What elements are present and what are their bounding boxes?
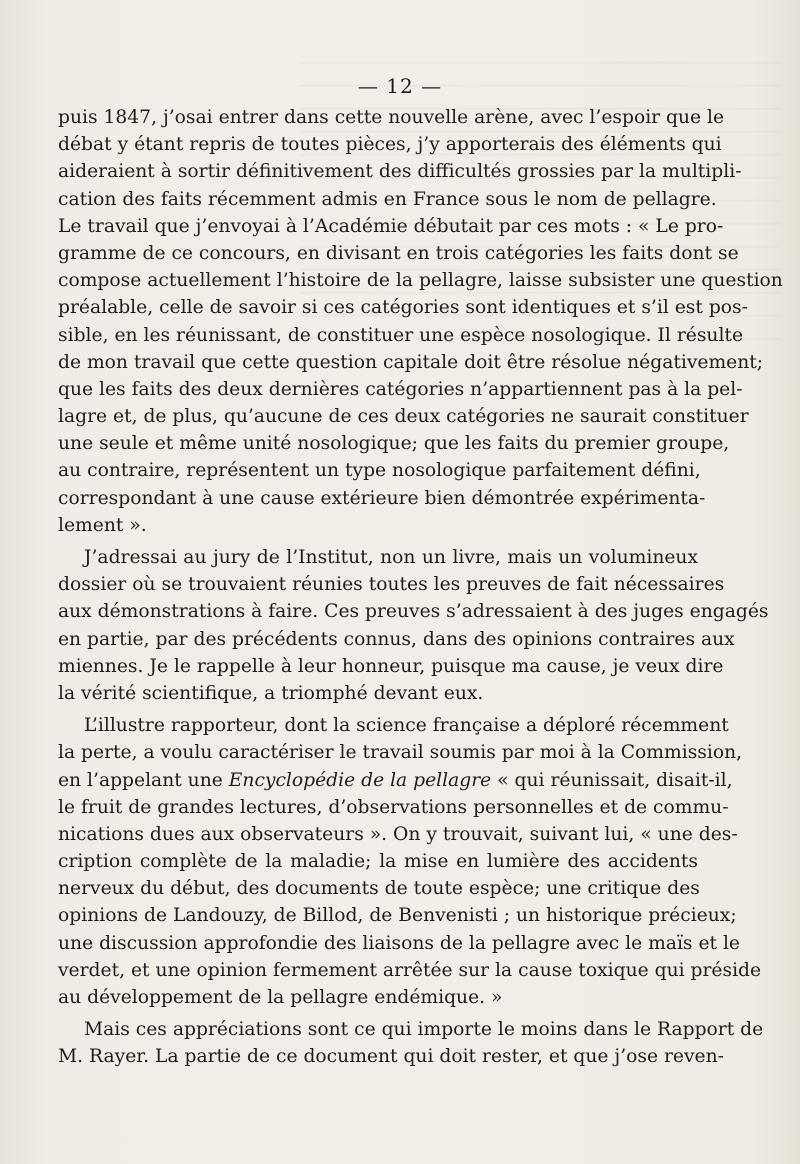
text-line: dossier où se trouvaient réunies toutes les preuves de fait nécessaires: [58, 574, 725, 596]
text-line: compose actuellement l’histoire de la pellagre, laisse subsister une question: [58, 270, 783, 292]
text-line: lement ».: [58, 514, 147, 536]
text-line: une discussion approfondie des liaisons de la pellagre avec le maïs et le: [58, 932, 740, 954]
text-line: que les faits des deux dernières catégories n’appartiennent pas à la pel-: [58, 378, 743, 400]
text-line: M. Rayer. La partie de ce document qui doit rester, et que j’ose reven-: [58, 1046, 724, 1068]
text-line: préalable, celle de savoir si ces catégories sont identiques et s’il est pos-: [58, 297, 748, 319]
text-line: L’illustre rapporteur, dont la science française a déploré récemment: [84, 715, 729, 737]
text-line: J’adressai au jury de l’Institut, non un livre, mais un volumineux: [84, 547, 698, 568]
text-line: aideraient à sortir définitivement des difficultés grossies par la multipli-: [58, 161, 742, 183]
text-line: sible, en les réunissant, de constituer une espèce nosologique. Il résulte: [58, 324, 744, 346]
page-number-header: — 12 —: [357, 74, 443, 98]
text-line: la vérité scientifique, a triomphé devant eux.: [58, 682, 484, 704]
text-line: lagre et, de plus, qu’aucune de ces deux catégories ne saurait constituer: [58, 406, 749, 428]
text-line: cription complète de la maladie; la mise en lumière des accidents: [58, 851, 698, 873]
text-line: cation des faits récemment admis en France sous le nom de pellagre.: [58, 188, 717, 210]
text-segment: en l’appelant une: [58, 769, 229, 791]
text-line: [58, 767, 733, 794]
text-line: en partie, par des précédents connus, dans des opinions contraires aux: [58, 628, 735, 650]
text-line: au contraire, représentent un type nosologique parfaitement défini,: [58, 460, 701, 482]
italic-title: Encyclopédie de la pellagre: [228, 769, 492, 791]
text-line: la perte, a voulu caractériser le travail soumis par moi à la Commission,: [58, 742, 743, 764]
text-line: le fruit de grandes lectures, d’observations personnelles et de commu-: [58, 796, 729, 818]
text-line: nications dues aux observateurs ». On y trouvait, suivant lui, « une des-: [58, 823, 738, 845]
text-line: gramme de ce concours, en divisant en trois catégories les faits dont se: [58, 242, 739, 264]
text-segment: « qui réunissait, disait-il,: [491, 769, 733, 791]
text-line: correspondant à une cause extérieure bien démontrée expérimenta-: [58, 487, 706, 509]
text-line: miennes. Je le rappelle à leur honneur, puisque ma cause, je veux dire: [58, 655, 724, 677]
text-line: Le travail que j’envoyai à l’Académie débutait par ces mots : « Le pro-: [58, 215, 724, 237]
text-line: nerveux du début, des documents de toute espèce; une critique des: [58, 878, 700, 900]
body-text: [58, 104, 783, 1071]
text-line: débat y étant repris de toutes pièces, j’y apporterais des éléments qui: [58, 134, 722, 156]
text-line: de mon travail que cette question capitale doit être résolue négativement;: [58, 351, 764, 373]
text-line: une seule et même unité nosologique; que les faits du premier groupe,: [58, 433, 730, 455]
text-line: au développement de la pellagre endémique. »: [58, 987, 503, 1008]
text-line: opinions de Landouzy, de Billod, de Benvenisti ; un historique précieux;: [58, 905, 737, 927]
text-line: Mais ces appréciations sont ce qui importe le moins dans le Rapport de: [84, 1019, 764, 1041]
text-line: verdet, et une opinion fermement arrêtée sur la cause toxique qui préside: [58, 959, 762, 981]
text-line: aux démonstrations à faire. Ces preuves s’adressaient à des juges engagés: [58, 601, 769, 623]
text-line: puis 1847, j’osai entrer dans cette nouvelle arène, avec l’espoir que le: [58, 107, 725, 128]
